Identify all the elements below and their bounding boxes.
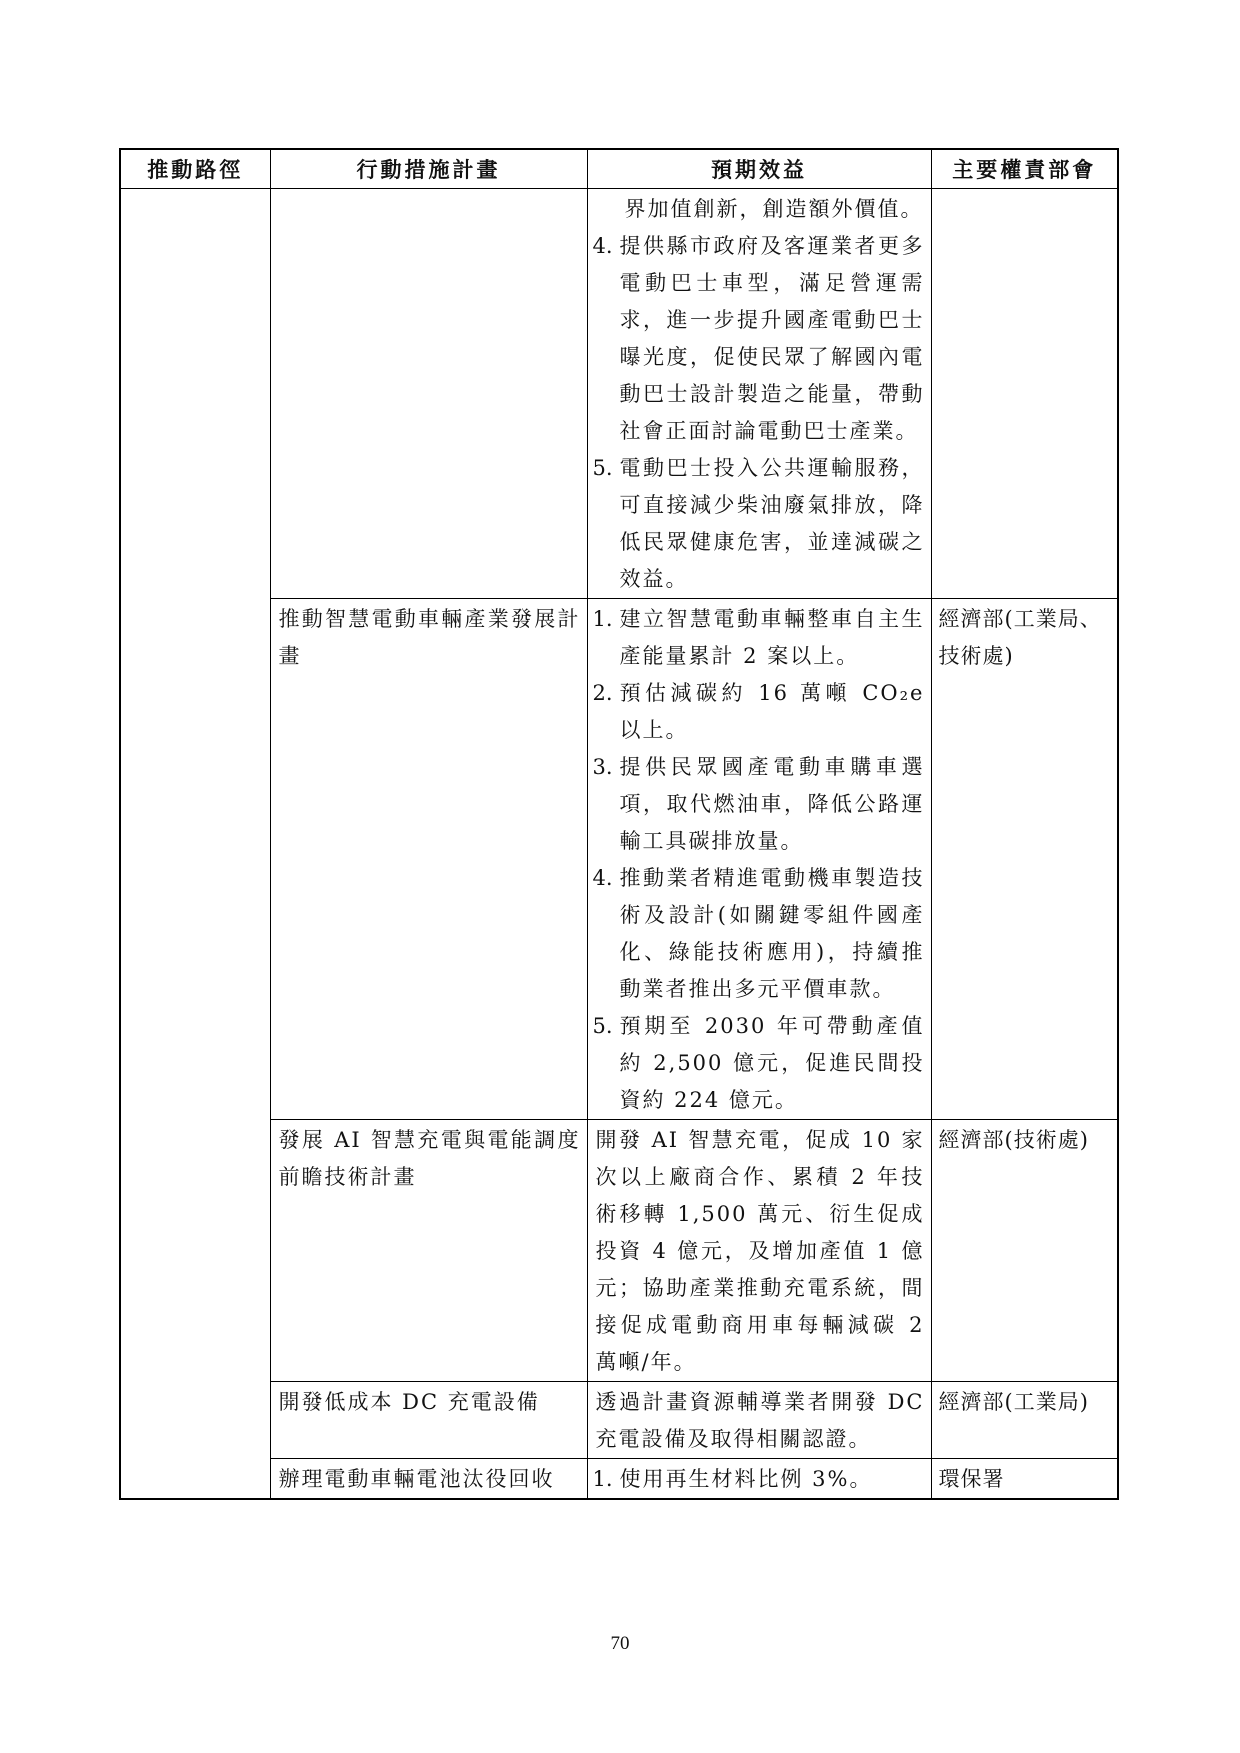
table-row xyxy=(120,189,1118,599)
list-item: 5. 電動巴士投入公共運輸服務，可直接減少柴油廢氣排放，降低民眾健康危害，並達減碳之效益。 xyxy=(592,456,925,591)
table-header-row xyxy=(120,149,1118,189)
page-number: 70 xyxy=(610,1633,630,1654)
list-item: 1. 使用再生材料比例 3%。 xyxy=(592,1467,873,1491)
header-path: 推動路徑 xyxy=(120,149,270,189)
table-row xyxy=(120,599,1118,1120)
dept-cell xyxy=(931,189,1118,599)
dept-cell: 經濟部(技術處) xyxy=(931,1120,1118,1382)
benefit-cell xyxy=(587,189,931,599)
list-item: 2. 預估減碳約 16 萬噸 CO₂e 以上。 xyxy=(592,681,925,742)
dept-cell: 環保署 xyxy=(931,1459,1118,1500)
table-row xyxy=(120,1120,1118,1382)
action-cell xyxy=(270,189,587,599)
action-cell: 發展 AI 智慧充電與電能調度前瞻技術計畫 xyxy=(270,1120,587,1382)
benefit-cell: 開發 AI 智慧充電，促成 10 家次以上廠商合作、累積 2 年技術移轉 1,500 萬元、衍生促成投資 4 億元，及增加產值 1 億元；協助產業推動充電系統，間接促成電動商用車每輛減碳 2 萬噸/年。 xyxy=(587,1120,931,1382)
benefit-cell xyxy=(587,1459,931,1500)
benefit-continuation: 界加值創新，創造額外價值。 xyxy=(624,197,924,221)
table-row xyxy=(120,1382,1118,1459)
list-item: 4. 提供縣市政府及客運業者更多電動巴士車型，滿足營運需求，進一步提升國產電動巴士曝光度，促使民眾了解國內電動巴士設計製造之能量，帶動社會正面討論電動巴士產業。 xyxy=(592,234,925,443)
path-cell xyxy=(120,189,270,1500)
list-item: 1. 建立智慧電動車輛整車自主生產能量累計 2 案以上。 xyxy=(592,607,925,668)
list-item: 4. 推動業者精進電動機車製造技術及設計(如關鍵零組件國產化、綠能技術應用)，持續推動業者推出多元平價車款。 xyxy=(592,866,925,1001)
header-action: 行動措施計畫 xyxy=(270,149,587,189)
list-item: 3. 提供民眾國產電動車購車選項，取代燃油車，降低公路運輸工具碳排放量。 xyxy=(592,755,925,853)
action-cell: 辦理電動車輛電池汰役回收 xyxy=(270,1459,587,1500)
measures-table xyxy=(119,148,1119,1500)
dept-cell: 經濟部(工業局、技術處) xyxy=(931,599,1118,1120)
dept-cell: 經濟部(工業局) xyxy=(931,1382,1118,1459)
action-cell: 推動智慧電動車輛產業發展計畫 xyxy=(270,599,587,1120)
benefit-cell: 透過計畫資源輔導業者開發 DC 充電設備及取得相關認證。 xyxy=(587,1382,931,1459)
header-benefit: 預期效益 xyxy=(587,149,931,189)
list-item: 5. 預期至 2030 年可帶動產值約 2,500 億元，促進民間投資約 224 億元。 xyxy=(592,1014,925,1112)
table-row xyxy=(120,1459,1118,1500)
benefit-cell xyxy=(587,599,931,1120)
action-cell: 開發低成本 DC 充電設備 xyxy=(270,1382,587,1459)
header-dept: 主要權責部會 xyxy=(931,149,1118,189)
